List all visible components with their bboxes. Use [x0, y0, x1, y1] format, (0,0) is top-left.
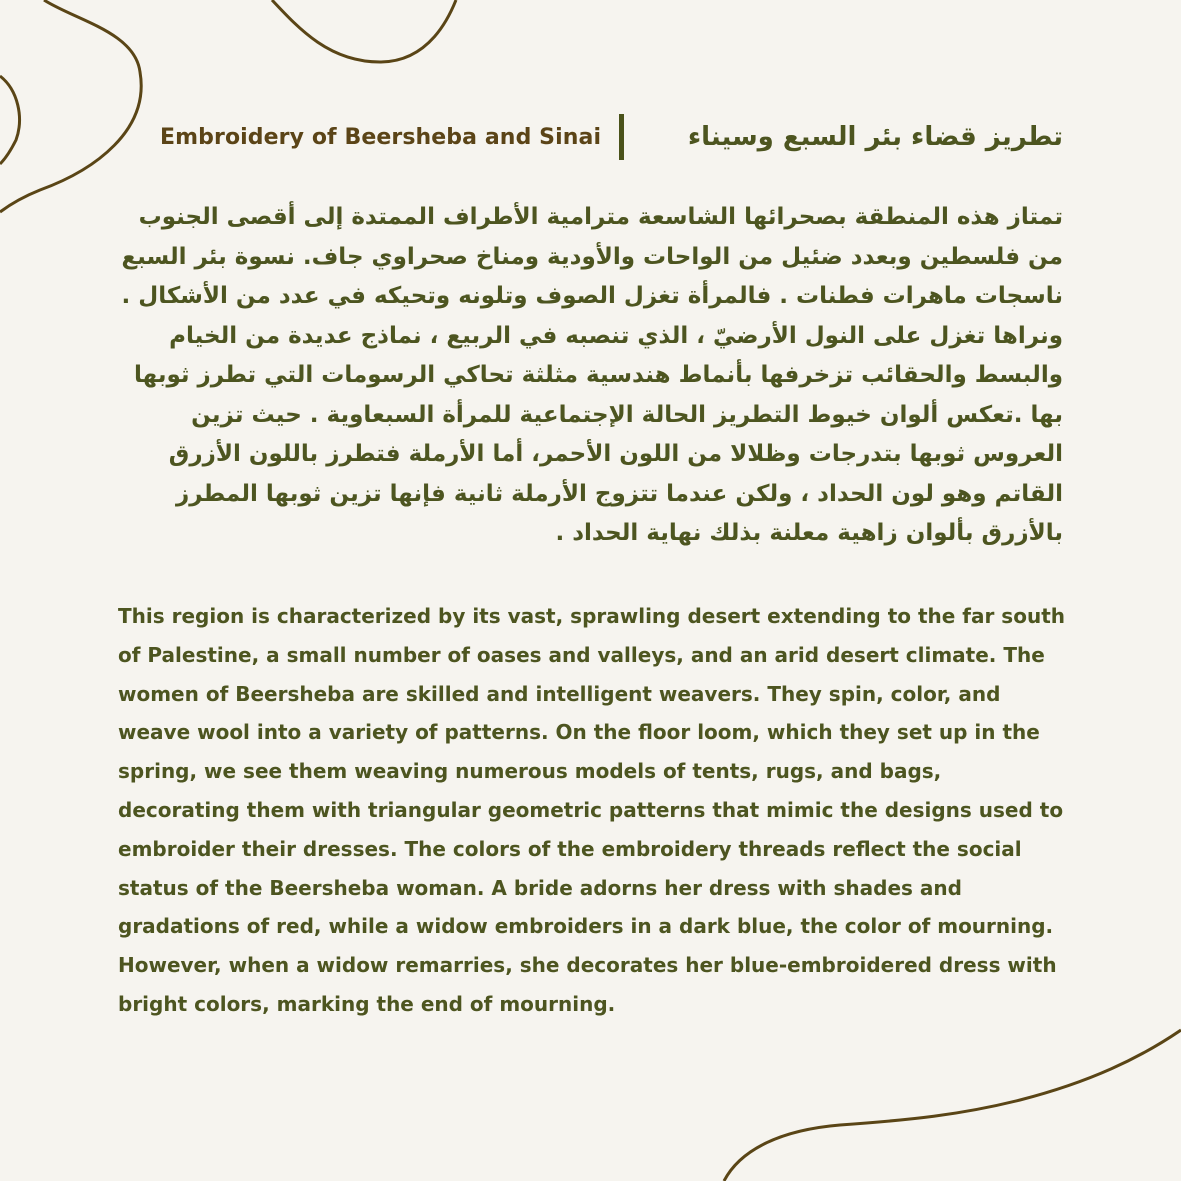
title-arabic: تطريز قضاء بئر السبع وسيناء — [687, 122, 1063, 152]
title-divider — [619, 114, 624, 160]
title-english: Embroidery of Beersheba and Sinai — [160, 124, 602, 150]
left-loop-curve — [0, 76, 19, 164]
arabic-text: تمتاز هذه المنطقة بصحرائها الشاسعة مترامية الأطراف الممتدة إلى أقصى الجنوب من فلسطين وبعدد ضئيل من الواحات والأودية ومناخ صحراوي جاف. نسوة بئر السبع ناسجات ماهرات فطنات . فالمرأة تغزل الصوف وتلونه وتحيكه في عدد من الأشكال . ونراها تغزل على النول الأرضيّ ، الذي تنصبه في الربيع ، نماذج عديدة من الخيام والبسط والحقائب تزخرفها بأنماط هندسية مثلثة تحاكي الرسومات التي تطرز ثوبها بها .تعكس ألوان خيوط التطريز الحالة الإجتماعية للمرأة السبعاوية . حيث تزين العروس ثوبها بتدرجات وظلالا من اللون الأحمر، أما الأرملة فتطرز باللون الأزرق القاتم وهو لون الحداد ، ولكن عندما تتزوج الأرملة ثانية فإنها تزين ثوبها المطرز بالأزرق بألوان زاهية معلنة بذلك نهاية الحداد . — [121, 204, 1063, 546]
header — [160, 112, 1063, 162]
english-text: This region is characterized by its vast, sprawling desert extending to the far south of Palestine, a small number of oases and valleys, and an arid desert climate. The women of Beersheba are skilled and intelligent weavers. They spin, color, and weave wool into a variety of patterns. On the floor loom, which they set up in the spring, we see them weaving numerous models of tents, rugs, and bags, decorating them with triangular geometric patterns that mimic the designs used to embroider their dresses. The colors of the embroidery threads reflect the social status of the Beersheba woman. A bride adorns her dress with shades and gradations of red, while a widow embroiders in a dark blue, the color of mourning. However, when a widow remarries, she decorates her blue-embroidered dress with bright colors, marking the end of mourning. — [118, 604, 1065, 1016]
english-paragraph — [118, 597, 1068, 1024]
arabic-paragraph — [116, 198, 1063, 554]
bottom-right-curve — [724, 1030, 1181, 1181]
top-left-curve — [0, 0, 141, 212]
top-right-curve — [272, 0, 456, 62]
